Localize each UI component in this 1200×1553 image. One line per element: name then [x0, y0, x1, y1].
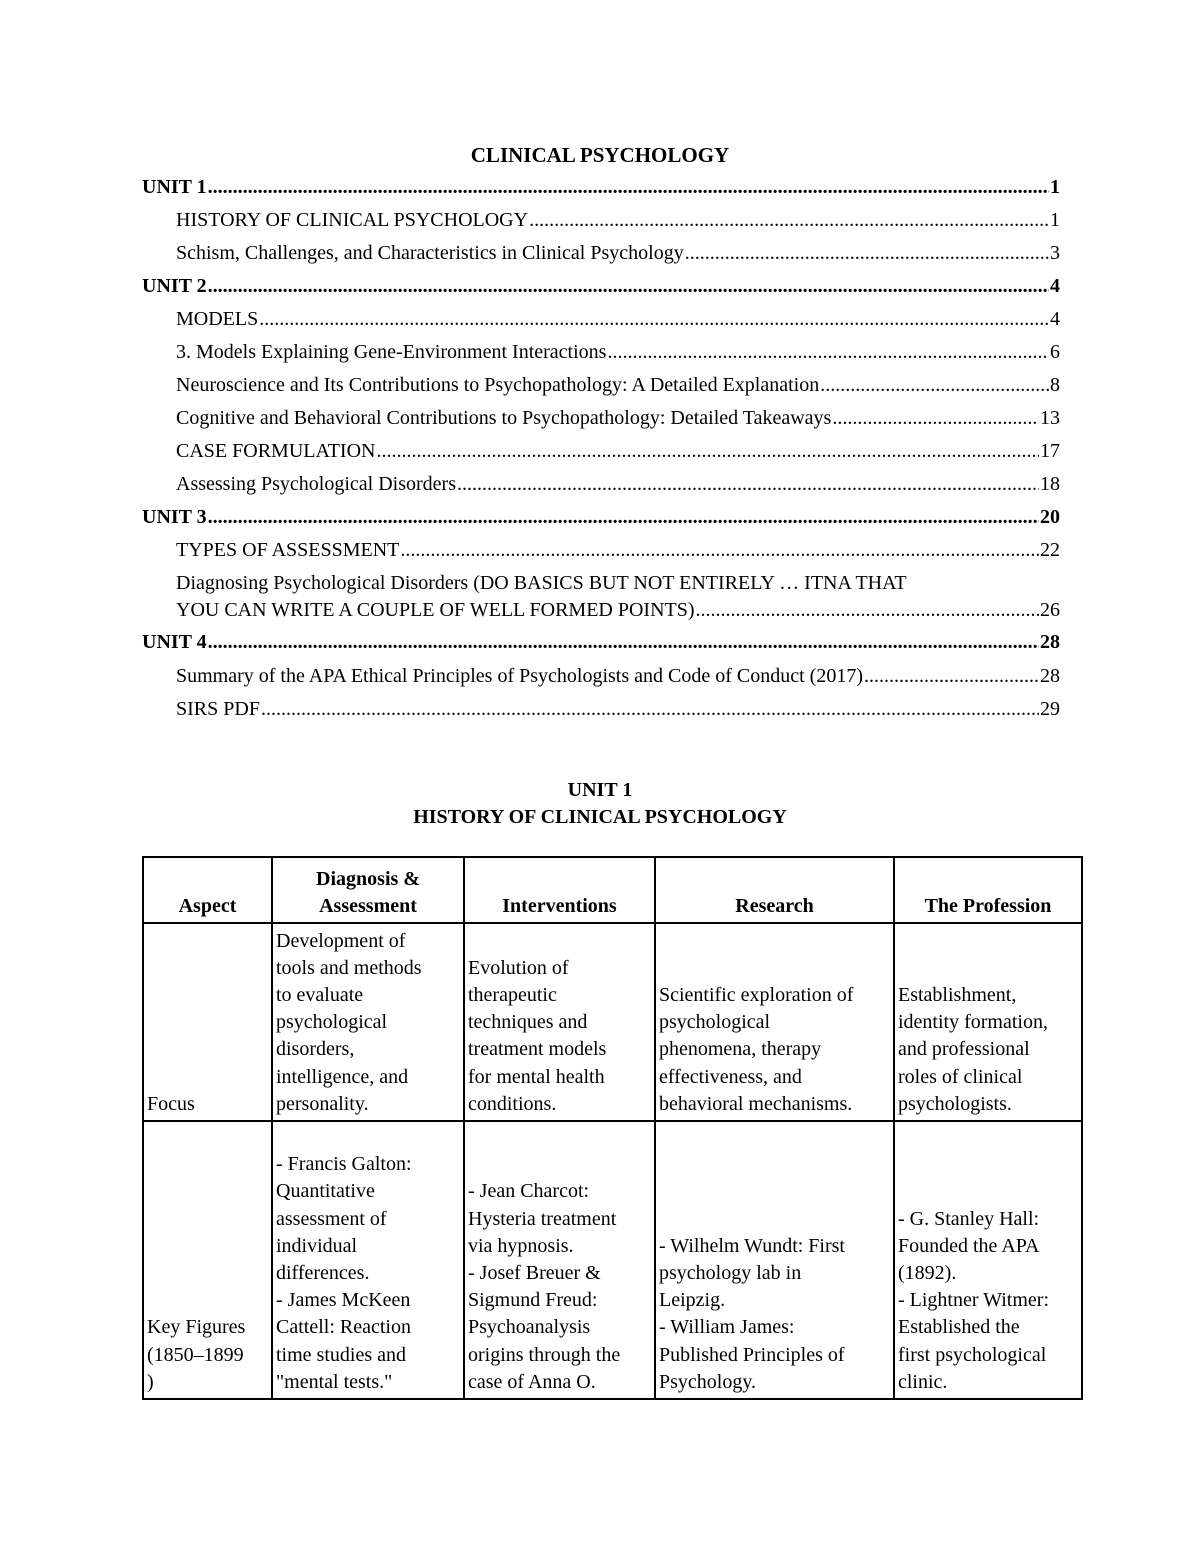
cell-text-line: Quantitative — [276, 1180, 375, 1203]
section-heading: HISTORY OF CLINICAL PSYCHOLOGY — [413, 806, 787, 828]
toc-leader — [208, 631, 1039, 654]
cell-text-line: - Wilhelm Wundt: First — [659, 1234, 845, 1257]
history-table — [142, 856, 1083, 1400]
table-header-row — [143, 857, 1082, 923]
toc-entry[interactable] — [176, 407, 1060, 430]
cell-text-line: Psychoanalysis — [468, 1316, 591, 1339]
toc-page-number: 28 — [1040, 631, 1060, 653]
toc-unit-1[interactable] — [142, 176, 1060, 199]
toc-page-number: 20 — [1040, 506, 1060, 528]
toc-label: Summary of the APA Ethical Principles of Psychologists and Code of Conduct (2017) — [176, 665, 863, 687]
section-unit-label: UNIT 1 — [567, 779, 633, 801]
toc-unit-2[interactable] — [142, 275, 1060, 298]
cell-text-line: - Francis Galton: — [276, 1153, 412, 1176]
cell-text-line: Evolution of — [468, 956, 569, 979]
toc-page-number: 28 — [1040, 665, 1060, 687]
toc-leader — [529, 209, 1049, 232]
toc-label: UNIT 3 — [142, 506, 207, 528]
toc-label-line: YOU CAN WRITE A COUPLE OF WELL FORMED POINTS) — [176, 599, 695, 621]
toc-entry[interactable] — [176, 539, 1060, 562]
toc-page-number: 22 — [1040, 539, 1060, 561]
cell-text-line: ) — [147, 1370, 154, 1393]
toc-page-number: 13 — [1040, 407, 1060, 429]
toc-leader — [607, 341, 1049, 364]
cell-text-line: tools and methods — [276, 956, 422, 979]
toc-unit-3[interactable] — [142, 506, 1060, 529]
cell-text-line: - Josef Breuer & — [468, 1261, 601, 1284]
column-header-aspect: Aspect — [143, 857, 272, 923]
cell-text-line: psychological — [659, 1011, 771, 1034]
cell-text-line: Leipzig. — [659, 1289, 726, 1312]
cell-text-line: time studies and — [276, 1343, 406, 1366]
cell-text-line: disorders, — [276, 1038, 355, 1061]
toc-label: SIRS PDF — [176, 698, 260, 720]
toc-entry[interactable] — [176, 440, 1060, 463]
cell-text-line: assessment of — [276, 1207, 387, 1230]
toc-page-number: 1 — [1050, 176, 1060, 198]
cell-text-line: psychology lab in — [659, 1261, 802, 1284]
cell-text-line: "mental tests." — [276, 1370, 393, 1393]
toc-leader — [259, 308, 1049, 331]
table-row — [143, 1121, 1082, 1399]
cell-text-line: psychological — [276, 1011, 388, 1034]
cell-text-line: Hysteria treatment — [468, 1207, 617, 1230]
toc-label: UNIT 1 — [142, 176, 207, 198]
cell-text-line: roles of clinical — [898, 1065, 1023, 1088]
table-cell-diagnosis — [272, 1121, 464, 1399]
cell-text-line: - William James: — [659, 1316, 795, 1339]
cell-text-line: conditions. — [468, 1092, 557, 1115]
document-title: CLINICAL PSYCHOLOGY — [470, 143, 730, 167]
cell-text-line: Founded the APA — [898, 1234, 1040, 1257]
cell-text-line: Cattell: Reaction — [276, 1316, 411, 1339]
cell-text-line: Sigmund Freud: — [468, 1289, 598, 1312]
column-header-diagnosis: Diagnosis & Assessment — [272, 857, 464, 923]
toc-page-number: 18 — [1040, 473, 1060, 495]
toc-entry-wrapped[interactable] — [176, 570, 1060, 624]
cell-text-line: Key Figures — [147, 1316, 246, 1339]
cell-text-line: Scientific exploration of — [659, 983, 854, 1006]
toc-leader — [685, 242, 1049, 265]
cell-text-line: Establishment, — [898, 983, 1017, 1006]
cell-text-line: case of Anna O. — [468, 1370, 596, 1393]
toc-leader — [208, 506, 1039, 529]
cell-text-line: techniques and — [468, 1011, 588, 1034]
toc-label: HISTORY OF CLINICAL PSYCHOLOGY — [176, 209, 529, 231]
cell-text-line: (1850–1899 — [147, 1343, 244, 1366]
toc-entry[interactable] — [176, 698, 1060, 721]
table-cell-interventions — [464, 923, 655, 1121]
table-cell-interventions — [464, 1121, 655, 1399]
toc-page-number: 4 — [1050, 275, 1060, 297]
table-cell-diagnosis — [272, 923, 464, 1121]
toc-entry[interactable] — [176, 374, 1060, 397]
cell-text-line: differences. — [276, 1261, 370, 1284]
toc-leader — [832, 407, 1039, 430]
toc-entry[interactable] — [176, 242, 1060, 265]
toc-label: 3. Models Explaining Gene-Environment Interactions — [176, 341, 607, 363]
cell-text-line: clinic. — [898, 1370, 948, 1393]
cell-text-line: origins through the — [468, 1343, 621, 1366]
cell-text-line: individual — [276, 1234, 358, 1257]
table-cell-research — [655, 923, 894, 1121]
cell-text-line: personality. — [276, 1092, 369, 1115]
toc-label: CASE FORMULATION — [176, 440, 376, 462]
cell-text-line: for mental health — [468, 1065, 605, 1088]
cell-text-line: via hypnosis. — [468, 1234, 574, 1257]
cell-text-line: and professional — [898, 1038, 1030, 1061]
toc-page-number: 29 — [1040, 698, 1060, 720]
toc-entry[interactable] — [176, 341, 1060, 364]
column-header-profession: The Profession — [894, 857, 1082, 923]
toc-label: MODELS — [176, 308, 259, 330]
table-cell-aspect — [143, 1121, 272, 1399]
toc-leader — [208, 176, 1049, 199]
cell-text-line: Established the — [898, 1316, 1020, 1339]
toc-entry[interactable] — [176, 665, 1060, 688]
toc-label: UNIT 2 — [142, 275, 207, 297]
toc-leader — [261, 698, 1039, 721]
cell-text-line: behavioral mechanisms. — [659, 1092, 853, 1115]
cell-text-line: Published Principles of — [659, 1343, 845, 1366]
table-row — [143, 923, 1082, 1121]
cell-text-line: treatment models — [468, 1038, 607, 1061]
toc-leader — [864, 665, 1039, 688]
toc-entry[interactable] — [176, 308, 1060, 331]
cell-text-line: psychologists. — [898, 1092, 1012, 1115]
toc-leader — [400, 539, 1039, 562]
toc-label: UNIT 4 — [142, 631, 207, 653]
toc-label-line: Diagnosing Psychological Disorders (DO BASICS BUT NOT ENTIRELY … ITNA THAT — [176, 572, 907, 594]
cell-text-line: Focus — [147, 1092, 195, 1115]
toc-leader — [208, 275, 1049, 298]
toc-leader — [696, 597, 1039, 624]
cell-text-line: therapeutic — [468, 983, 557, 1006]
cell-text-line: intelligence, and — [276, 1065, 409, 1088]
table-cell-aspect — [143, 923, 272, 1121]
toc-entry[interactable] — [176, 209, 1060, 232]
cell-text-line: - Jean Charcot: — [468, 1180, 590, 1203]
cell-text-line: - James McKeen — [276, 1289, 411, 1312]
cell-text-line: Development of — [276, 929, 406, 952]
column-header-research: Research — [655, 857, 894, 923]
cell-text-line: to evaluate — [276, 983, 364, 1006]
toc-unit-4[interactable] — [142, 631, 1060, 654]
cell-text-line: (1892). — [898, 1261, 957, 1284]
toc-leader — [820, 374, 1049, 397]
toc-label: TYPES OF ASSESSMENT — [176, 539, 400, 561]
toc-page-number: 1 — [1050, 209, 1060, 231]
column-header-interventions: Interventions — [464, 857, 655, 923]
toc-page-number: 17 — [1040, 440, 1060, 462]
toc-label: Neuroscience and Its Contributions to Psychopathology: A Detailed Explanation — [176, 374, 820, 396]
toc-page-number: 3 — [1050, 242, 1060, 264]
toc-leader — [376, 440, 1039, 463]
toc-label: Assessing Psychological Disorders — [176, 473, 456, 495]
toc-page-number: 8 — [1050, 374, 1060, 396]
cell-text-line: effectiveness, and — [659, 1065, 802, 1088]
cell-text-line: - G. Stanley Hall: — [898, 1207, 1040, 1230]
toc-page-number: 26 — [1040, 599, 1060, 621]
cell-text-line: identity formation, — [898, 1011, 1048, 1034]
toc-page-number: 6 — [1050, 341, 1060, 363]
toc-page-number: 4 — [1050, 308, 1060, 330]
cell-text-line: - Lightner Witmer: — [898, 1289, 1050, 1312]
toc-entry[interactable] — [176, 473, 1060, 496]
toc-label: Schism, Challenges, and Characteristics in Clinical Psychology — [176, 242, 684, 264]
table-cell-profession — [894, 1121, 1082, 1399]
cell-text-line: phenomena, therapy — [659, 1038, 822, 1061]
toc-leader — [457, 473, 1039, 496]
toc-label: Cognitive and Behavioral Contributions to Psychopathology: Detailed Takeaways — [176, 407, 832, 429]
table-cell-research — [655, 1121, 894, 1399]
table-cell-profession — [894, 923, 1082, 1121]
cell-text-line: first psychological — [898, 1343, 1047, 1366]
cell-text-line: Psychology. — [659, 1370, 757, 1393]
